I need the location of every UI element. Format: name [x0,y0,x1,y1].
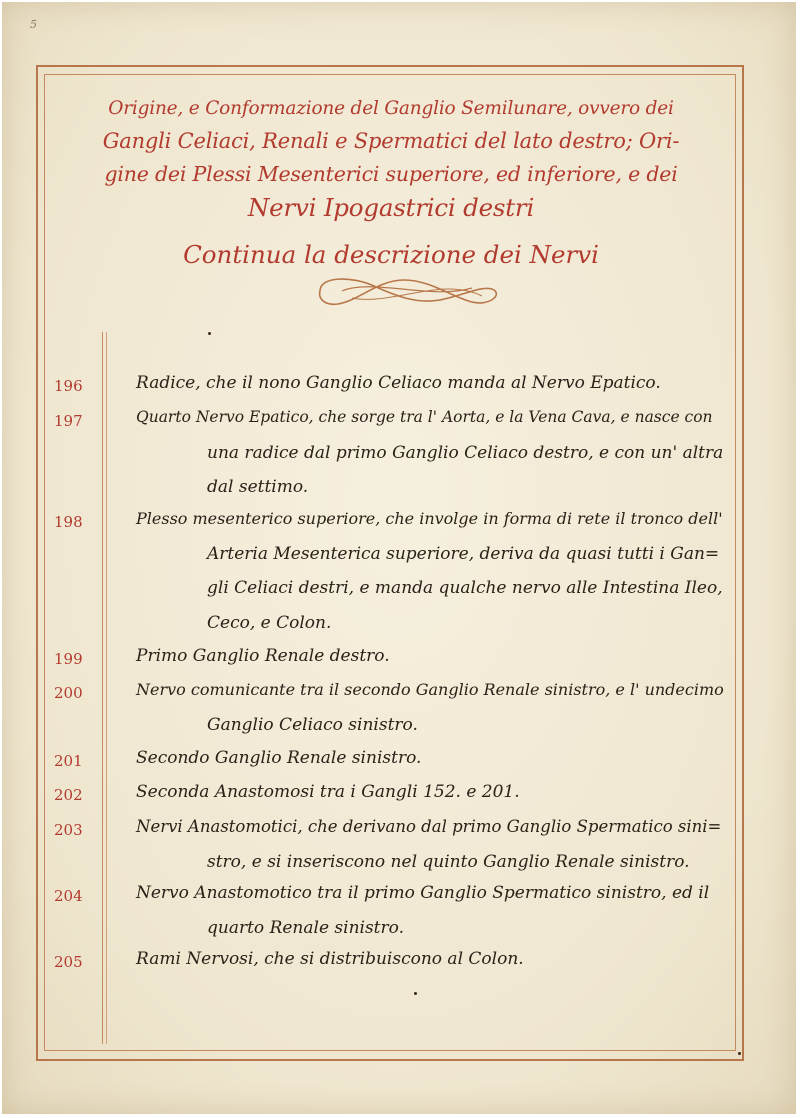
entry-number: 200 [54,684,83,702]
entry-number: 198 [54,513,83,531]
entry-text-line: Rami Nervosi, che si distribuiscono al Colon. [136,949,524,969]
ink-speck [414,992,417,995]
ink-speck [738,1052,741,1055]
entry-number: 202 [54,786,83,804]
title-line: gine dei Plessi Mesenterici superiore, ed inferiore, e dei [104,162,678,186]
entry-number: 197 [54,412,83,430]
entry-text-line: dal settimo. [207,477,309,497]
entry-text-line: Nervo Anastomotico tra il primo Ganglio Spermatico sinistro, ed il [136,883,710,903]
entry-number: 203 [54,821,83,839]
entry-number: 196 [54,377,83,395]
entry-text-line: Nervi Anastomotici, che derivano dal primo Ganglio Spermatico sini= [136,817,722,836]
entry-text-line: Ganglio Celiaco sinistro. [207,714,418,735]
entry-number: 205 [54,953,83,971]
entry-text-line: stro, e si inseriscono nel quinto Ganglio Renale sinistro. [207,851,690,872]
entry-number: 199 [54,650,83,668]
title-line: Nervi Ipogastrici destri [247,193,535,222]
entry-text-line: gli Celiaci destri, e manda qualche nervo alle Intestina Ileo, [207,578,723,598]
entry-text-line: Ceco, e Colon. [207,612,332,633]
ink-speck [208,332,211,335]
margin-rule-double [106,332,107,1044]
entry-text-line: Seconda Anastomosi tra i Gangli 152. e 201. [136,782,520,802]
entry-text-line: Secondo Ganglio Renale sinistro. [136,748,422,768]
entry-text-line: Plesso mesenterico superiore, che involge in forma di rete il tronco dell' [136,509,723,528]
manuscript-page [2,2,796,1114]
entry-text-line: una radice dal primo Ganglio Celiaco destro, e con un' altra [207,442,724,463]
entry-text-line: Radice, che il nono Ganglio Celiaco manda al Nervo Epatico. [136,373,661,393]
margin-rule [102,332,103,1044]
page-subtitle: Continua la descrizione dei Nervi [183,240,599,269]
entry-text-line: Arteria Mesenterica superiore, deriva da quasi tutti i Gan= [207,543,720,564]
page-number: 5 [30,18,37,31]
flourish-ornament [312,270,502,312]
title-line: Origine, e Conformazione del Ganglio Semilunare, ovvero dei [108,98,674,119]
entry-text-line: Primo Ganglio Renale destro. [136,646,390,666]
entry-text-line: quarto Renale sinistro. [207,917,404,938]
page-title [102,92,680,224]
entry-text-line: Quarto Nervo Epatico, che sorge tra l' Aorta, e la Vena Cava, e nasce con [136,408,713,426]
entry-number: 201 [54,752,83,770]
title-line: Gangli Celiaci, Renali e Spermatici del lato destro; Ori- [102,129,680,153]
entry-text-line: Nervo comunicante tra il secondo Ganglio Renale sinistro, e l' undecimo [136,680,724,699]
entry-number: 204 [54,887,83,905]
